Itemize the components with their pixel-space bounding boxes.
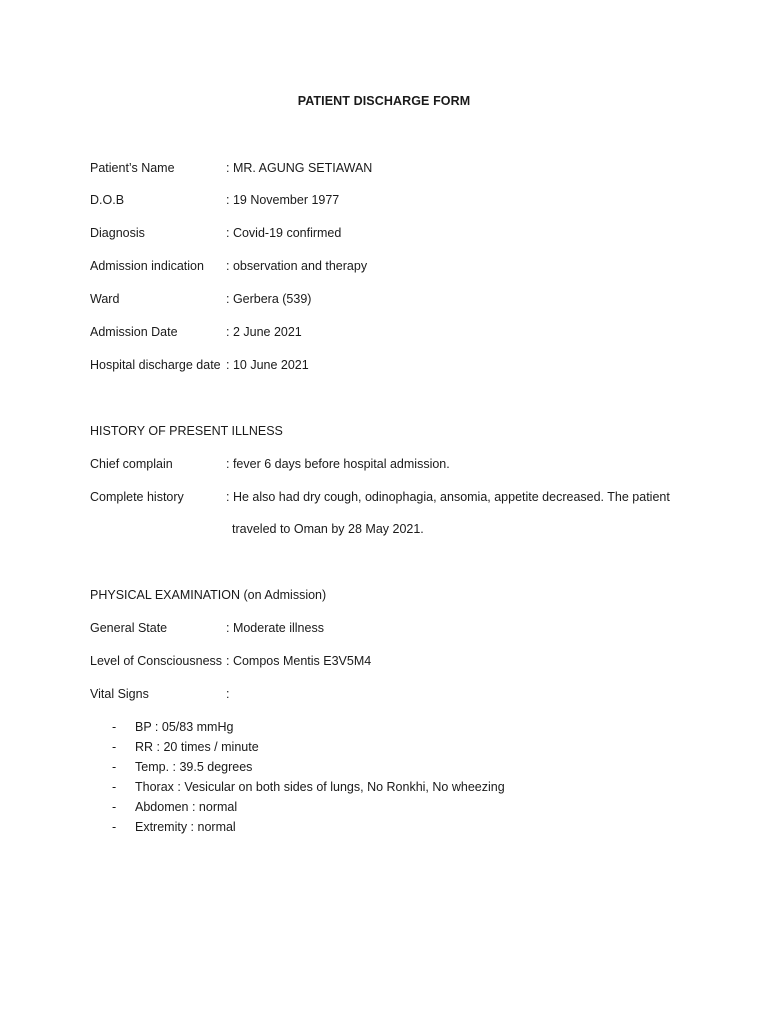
row-general-state xyxy=(90,619,324,637)
row-chief-complain xyxy=(90,455,450,473)
row-admission-indication xyxy=(90,257,367,275)
list-item xyxy=(112,777,505,797)
bullet-dash: - xyxy=(112,800,117,814)
row-diagnosis xyxy=(90,224,341,242)
dob-label: D.O.B xyxy=(90,193,125,207)
row-dob xyxy=(90,191,339,209)
complete-history-label: Complete history xyxy=(90,490,184,504)
row-patient-name xyxy=(90,159,372,177)
vital-signs-value: : xyxy=(226,687,230,701)
consciousness-value: : Compos Mentis E3V5M4 xyxy=(226,654,372,668)
ward-value: : Gerbera (539) xyxy=(226,292,312,306)
patient-name-value: : MR. AGUNG SETIAWAN xyxy=(226,161,373,175)
vital-item-temp: Temp. : 39.5 degrees xyxy=(135,760,253,774)
row-ward xyxy=(90,290,311,308)
ward-label: Ward xyxy=(90,292,120,306)
vital-item-extremity: Extremity : normal xyxy=(135,820,236,834)
chief-complain-value: : fever 6 days before hospital admission. xyxy=(226,457,450,471)
vital-signs-label: Vital Signs xyxy=(90,687,149,701)
diagnosis-label: Diagnosis xyxy=(90,226,145,240)
diagnosis-value: : Covid-19 confirmed xyxy=(226,226,342,240)
chief-complain-label: Chief complain xyxy=(90,457,173,471)
admission-indication-value: : observation and therapy xyxy=(226,259,368,273)
list-item xyxy=(112,817,505,837)
form-title: PATIENT DISCHARGE FORM xyxy=(297,94,471,108)
row-discharge-date xyxy=(90,356,309,374)
general-state-label: General State xyxy=(90,621,168,635)
admission-date-label: Admission Date xyxy=(90,325,178,339)
bullet-dash: - xyxy=(112,760,117,774)
dob-value: : 19 November 1977 xyxy=(226,193,340,207)
row-admission-date xyxy=(90,323,302,341)
history-heading: HISTORY OF PRESENT ILLNESS xyxy=(90,424,283,438)
row-complete-history xyxy=(90,488,670,506)
complete-history-line1: : He also had dry cough, odinophagia, ansomia, appetite decreased. The patient xyxy=(226,490,670,504)
vital-item-rr: RR : 20 times / minute xyxy=(135,740,259,754)
admission-indication-label: Admission indication xyxy=(90,259,204,273)
discharge-date-value: : 10 June 2021 xyxy=(226,358,309,372)
vital-item-bp: BP : 05/83 mmHg xyxy=(135,720,234,734)
list-item xyxy=(112,717,505,737)
bullet-dash: - xyxy=(112,820,117,834)
admission-date-value: : 2 June 2021 xyxy=(226,325,302,339)
list-item xyxy=(112,737,505,757)
bullet-dash: - xyxy=(112,780,117,794)
bullet-dash: - xyxy=(112,720,117,734)
complete-history-line2: traveled to Oman by 28 May 2021. xyxy=(232,522,424,536)
row-vital-signs xyxy=(90,685,229,703)
discharge-date-label: Hospital discharge date xyxy=(90,358,221,372)
general-state-value: : Moderate illness xyxy=(226,621,324,635)
list-item xyxy=(112,797,505,817)
bullet-dash: - xyxy=(112,740,117,754)
vital-signs-list xyxy=(112,717,505,837)
vital-item-thorax: Thorax : Vesicular on both sides of lungs, No Ronkhi, No wheezing xyxy=(135,780,505,794)
patient-name-label: Patient’s Name xyxy=(90,161,175,175)
row-consciousness xyxy=(90,652,371,670)
list-item xyxy=(112,757,505,777)
vital-item-abdomen: Abdomen : normal xyxy=(135,800,238,814)
physical-exam-heading: PHYSICAL EXAMINATION (on Admission) xyxy=(90,588,327,602)
consciousness-label: Level of Consciousness xyxy=(90,654,223,668)
